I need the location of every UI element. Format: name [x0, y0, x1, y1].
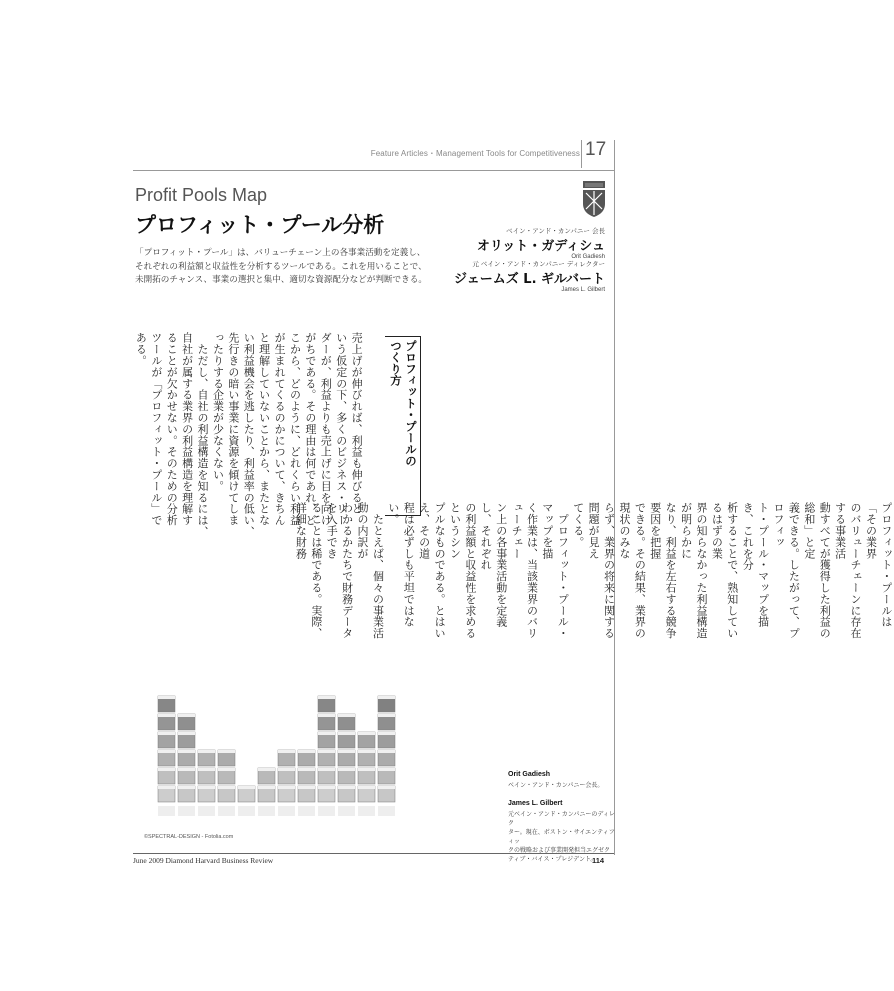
cube-highlight	[218, 786, 235, 789]
body-line: が生まれてくるのかについて、きちん	[273, 332, 287, 526]
author-name-ja: ジェームズ L. ギルバート	[454, 272, 605, 287]
header-divider	[581, 140, 582, 168]
cube-reflection	[258, 806, 275, 816]
cube-reflection	[178, 806, 195, 816]
author-block-2	[454, 259, 605, 293]
author-block-1	[477, 226, 605, 260]
body-line: プロフィット・プール・マップを描	[540, 502, 570, 639]
cube-reflection	[378, 806, 395, 816]
hbr-logo	[583, 181, 605, 217]
article-lead	[135, 247, 435, 288]
cube-highlight	[338, 786, 355, 789]
bio-2	[508, 799, 618, 864]
cube-highlight	[258, 786, 275, 789]
bio-line: ティブ・バイス・プレジデント。	[508, 856, 597, 863]
body-line: ることが欠かせない。そのための分析	[165, 332, 179, 526]
cube-highlight	[378, 768, 395, 771]
cube-highlight	[318, 768, 335, 771]
cube-highlight	[158, 786, 175, 789]
bio-line: クの戦略および事業開発担当エグゼク	[508, 847, 611, 854]
cube-highlight	[318, 750, 335, 753]
cube-highlight	[158, 714, 175, 717]
cube-reflection	[358, 806, 375, 816]
cube-highlight	[358, 732, 375, 735]
body-line: てくる。	[571, 502, 585, 548]
cube-highlight	[298, 750, 315, 753]
body-line: ン上の各事業活動を定義し、それぞれ	[479, 502, 508, 628]
lead-line: 「プロフィット・プール」は、バリューチェーン上の各事業活動を定義し、	[135, 248, 426, 258]
body-line: いう仮定の下、多くのビジネス・リー	[334, 332, 348, 526]
cube-reflection	[238, 806, 255, 816]
body-line: い利益機会を逃したり、利益率の低い、	[242, 332, 256, 538]
body-line: ダーが、利益よりも売上げに目を向け	[319, 332, 333, 526]
body-line: のバリューチェーンに存在する事業活	[833, 502, 863, 639]
cube-highlight	[338, 732, 355, 735]
author-role: 元 ベイン・アンド・カンパニー ディレクター	[472, 260, 605, 268]
footer-page-number: 114	[592, 856, 605, 865]
cube-highlight	[358, 786, 375, 789]
cube-highlight	[338, 714, 355, 717]
cube-highlight	[278, 750, 295, 753]
author-name-en: Orit Gadiesh	[571, 254, 605, 260]
body-line: ト・プール・マップを描き、これを分	[741, 502, 770, 628]
body-line: ツールが「プロフィット・プール」で	[149, 332, 163, 526]
author-role: ベイン・アンド・カンパニー 会長	[506, 227, 605, 235]
cube-highlight	[338, 750, 355, 753]
cube-highlight	[178, 714, 195, 717]
body-line: 動すべてが獲得した利益の総和」と定	[802, 502, 832, 639]
author-name-en: James L. Gilbert	[561, 287, 605, 293]
section-heading	[388, 340, 418, 512]
cube-highlight	[218, 750, 235, 753]
bio-line: ベイン・アンド・カンパニー会長。	[508, 782, 604, 789]
body-line: ある。	[134, 332, 148, 367]
body-line: と理解していないことから、またとな	[257, 332, 271, 526]
body-line: ることは稀である。実際、詳細な財務	[294, 502, 323, 639]
author-name-ja: オリット・ガディシュ	[476, 239, 605, 254]
cube-reflection	[318, 806, 335, 816]
cube-highlight	[318, 714, 335, 717]
bio-1	[508, 770, 618, 790]
cube-highlight	[198, 768, 215, 771]
body-line: 界の知らなかった利益構造が明らかに	[679, 502, 708, 639]
cube-highlight	[158, 750, 175, 753]
series-title: Feature Articles・Management Tools for Competitiveness	[370, 149, 580, 158]
body-line: く作業は、当該業界のバリューチェー	[510, 502, 539, 639]
lead-line: 未開拓のチャンス、事業の選択と集中、適切な資源配分などが判断できる。	[135, 275, 427, 285]
cube-highlight	[378, 750, 395, 753]
right-margin-rule	[614, 140, 615, 855]
body-line: なり、利益を左右する競争要因を把握	[648, 502, 678, 639]
body-line: 先行きの暗い事業に資源を傾けてしま	[226, 332, 240, 526]
cube-highlight	[318, 786, 335, 789]
cube-highlight	[198, 786, 215, 789]
cube-highlight	[378, 714, 395, 717]
cube-highlight	[198, 750, 215, 753]
cube-highlight	[178, 768, 195, 771]
cube-reflection	[338, 806, 355, 816]
body-line: たとえば、個々の事業活動の内訳が	[356, 502, 385, 639]
body-line: 義できる。したがって、プロフィッ	[772, 502, 801, 639]
section-heading-line: プロフィット・プールの	[404, 340, 418, 467]
body-line: プロフィット・プールは「その業界	[864, 502, 893, 628]
image-credit: ©SPECTRAL-DESIGN - Fotolia.com	[144, 834, 234, 840]
cube-bar-illustration	[150, 678, 395, 828]
body-line: がちである。その理由は何であれ、ど	[303, 332, 317, 526]
cube-highlight	[378, 732, 395, 735]
cube-highlight	[158, 696, 175, 699]
cube-highlight	[358, 768, 375, 771]
cube-highlight	[338, 768, 355, 771]
bio-name: Orit Gadiesh	[508, 771, 551, 778]
body-column-lower	[293, 502, 894, 650]
cube-highlight	[258, 768, 275, 771]
cube-highlight	[318, 696, 335, 699]
body-line: 程は必ずしも平坦ではない。	[386, 502, 416, 628]
article-kicker: Profit Pools Map	[135, 185, 268, 205]
body-line: ただし、自社の利益構造を知るには、	[196, 332, 210, 538]
body-line: できる。その結果、業界の現状のみな	[617, 502, 647, 639]
body-line: わかるかたちで財務データを入手でき	[325, 502, 354, 639]
cube-highlight	[318, 732, 335, 735]
bio-name: James L. Gilbert	[508, 800, 563, 807]
cube-reflection	[278, 806, 295, 816]
header-rule	[133, 170, 614, 171]
cube-highlight	[178, 732, 195, 735]
cube-reflection	[198, 806, 215, 816]
cube-highlight	[158, 732, 175, 735]
footer-rule	[133, 853, 614, 854]
cube-highlight	[178, 786, 195, 789]
cube-highlight	[298, 786, 315, 789]
cube-highlight	[278, 768, 295, 771]
article-page-number: 17	[585, 139, 607, 160]
body-line: ったりする企業が少なくない。	[211, 332, 225, 492]
cube-highlight	[298, 768, 315, 771]
footer-publication: June 2009 Diamond Harvard Business Review	[133, 856, 274, 865]
lead-line: それぞれの利益額と収益性を分析するツールである。これを用いることで、	[135, 261, 427, 272]
body-line: プルなものである。とはいえ、その道	[417, 502, 447, 639]
section-heading-line: つくり方	[389, 340, 403, 386]
cube-highlight	[178, 750, 195, 753]
cube-highlight	[378, 696, 395, 699]
cube-highlight	[158, 768, 175, 771]
cube-highlight	[238, 786, 255, 789]
cube-reflection	[158, 806, 175, 816]
cube-highlight	[358, 750, 375, 753]
body-line: らず、業界の将来に関する問題が見え	[587, 502, 616, 639]
cube-highlight	[278, 786, 295, 789]
cube-highlight	[378, 786, 395, 789]
article-title: プロフィット・プール分析	[135, 213, 385, 237]
body-line: 売上げが伸びれば、利益も伸びると	[350, 332, 364, 515]
cube-reflection	[218, 806, 235, 816]
body-line: 析することで、熟知しているはずの業	[710, 502, 739, 639]
bio-line: ター。現在、ボストン・サイエンティフィッ	[508, 829, 615, 845]
body-line: の利益額と収益性を求めるというシン	[448, 502, 477, 639]
cube-highlight	[218, 768, 235, 771]
cube-reflection	[298, 806, 315, 816]
body-line: 自社が属する業界の利益構造を理解す	[180, 332, 194, 526]
bio-line: 元ベイン・アンド・カンパニーのディレク	[508, 811, 615, 827]
body-line: こから、どのように、どれくらい利益	[288, 332, 302, 526]
